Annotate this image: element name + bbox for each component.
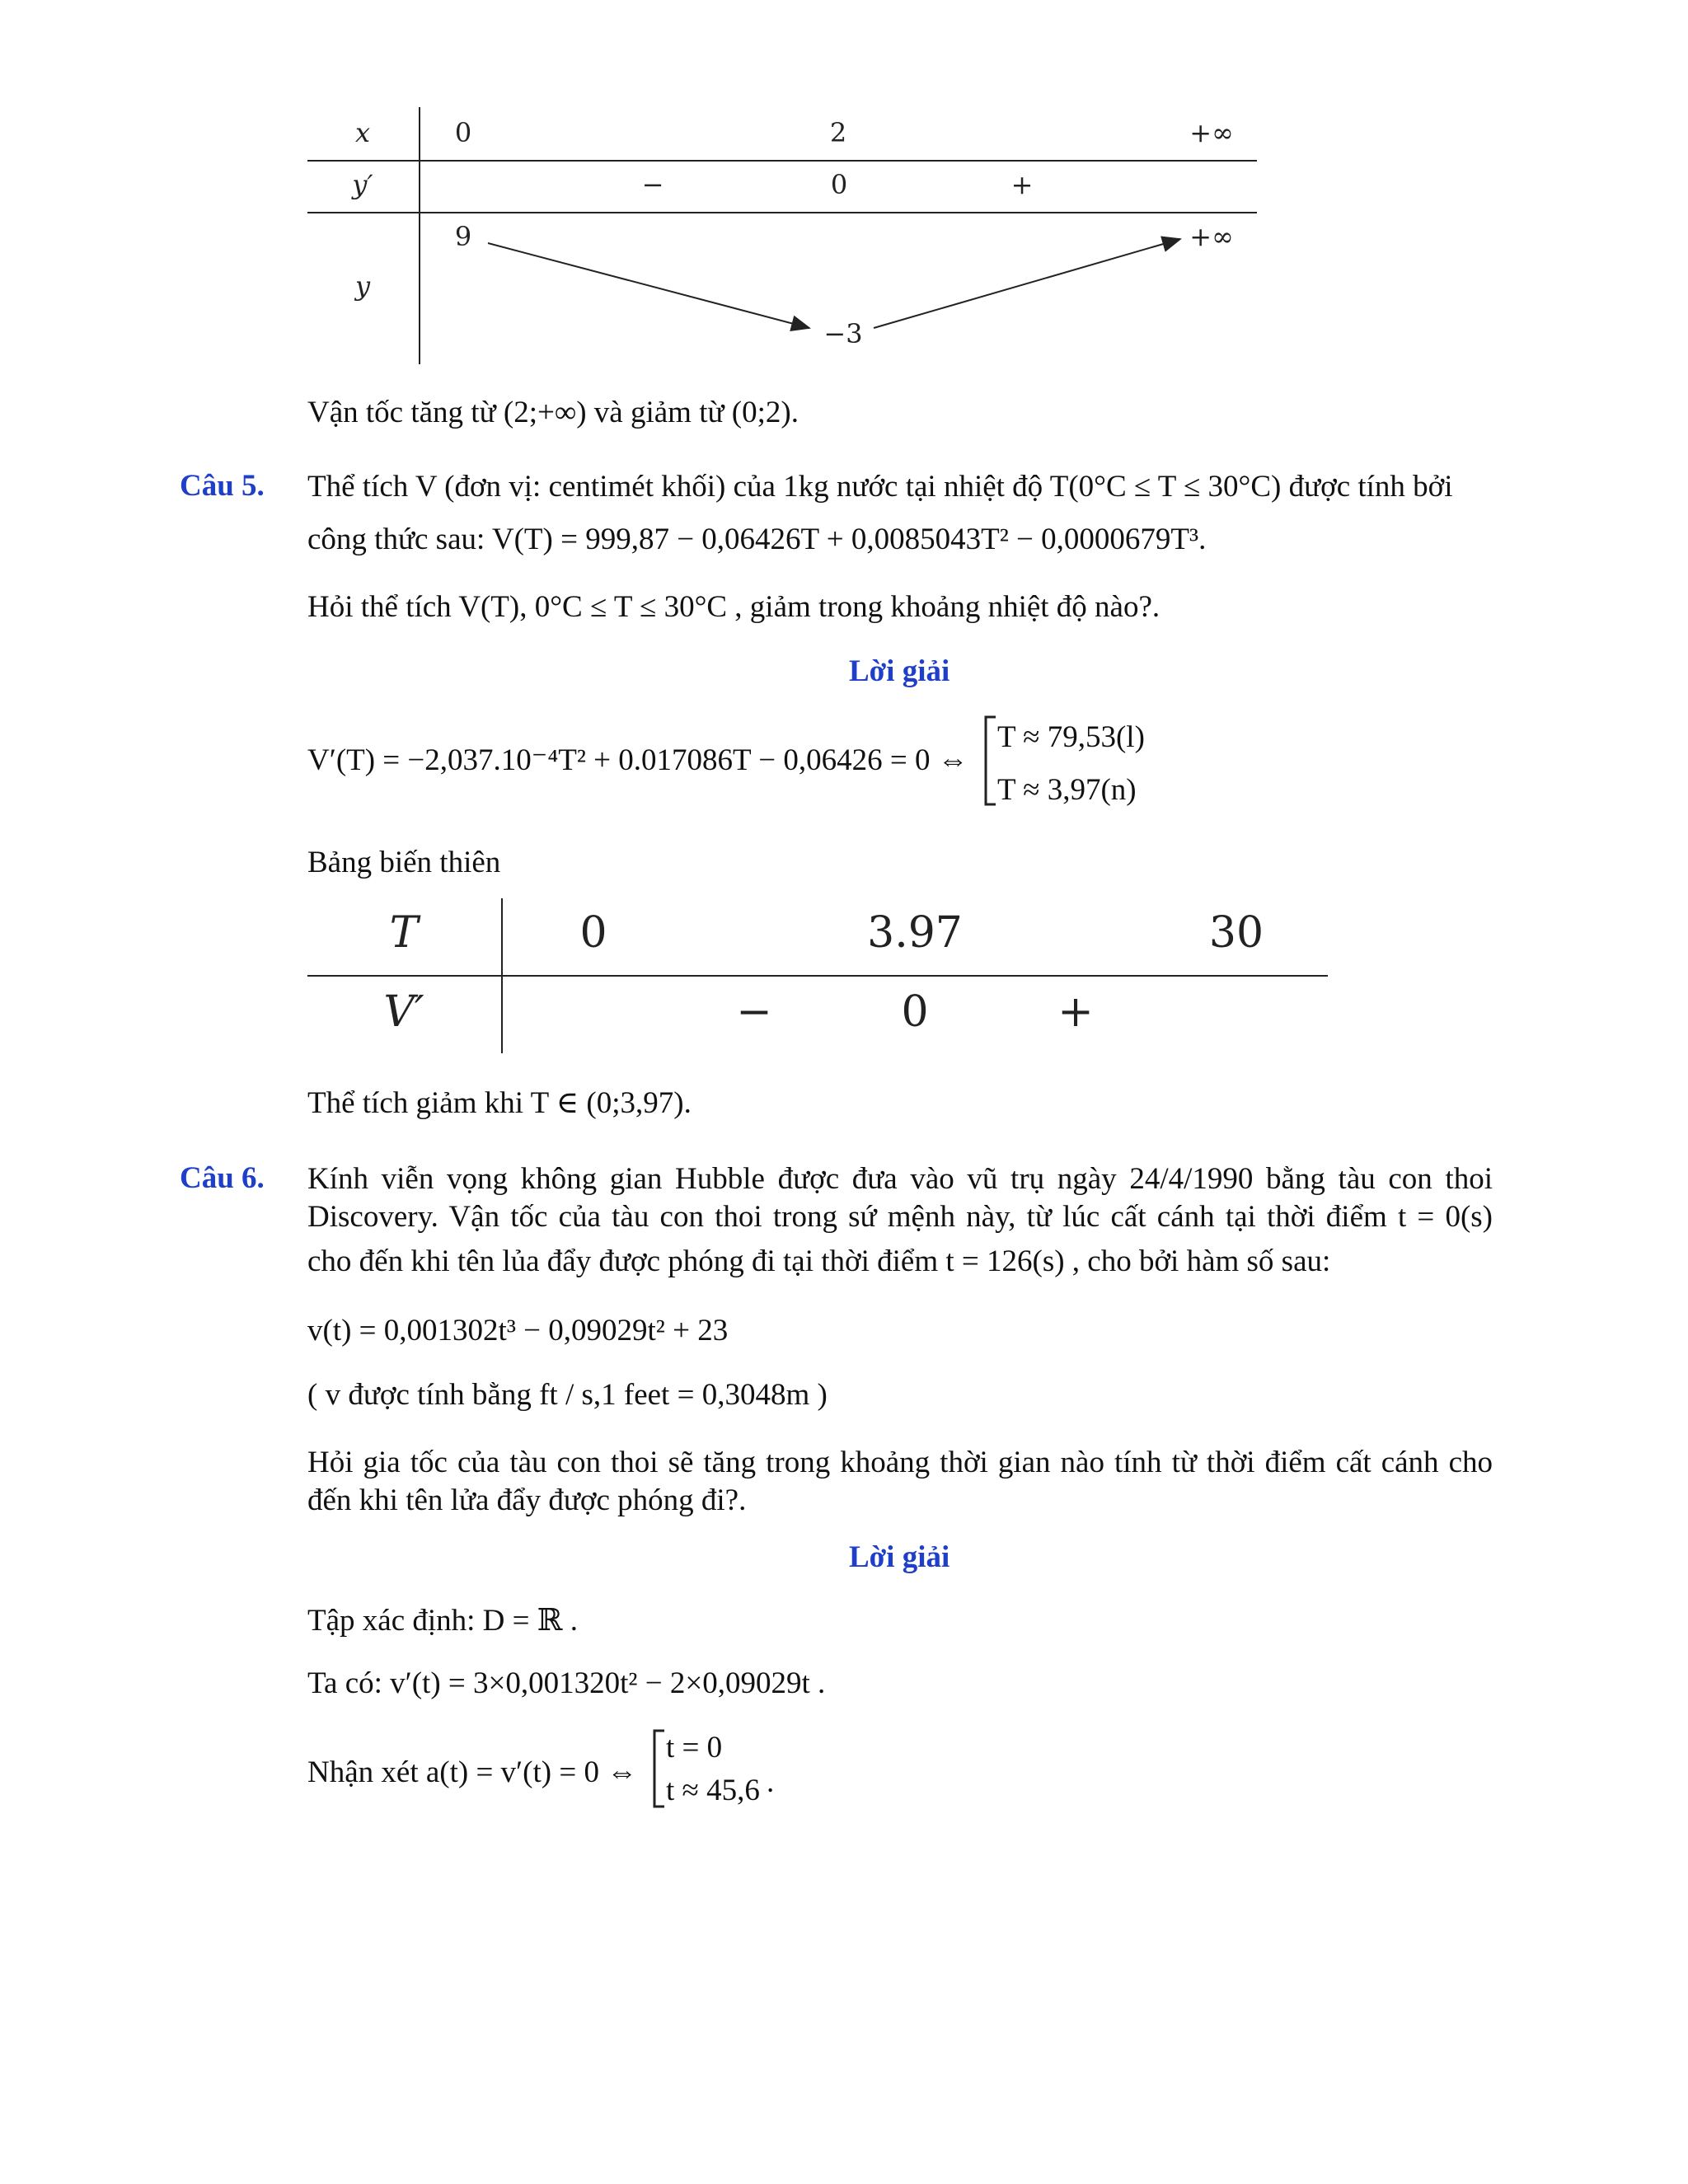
table2-vprime-zero: 0 <box>901 987 929 1037</box>
table1-x-2: 2 <box>829 117 847 148</box>
q6-line-2: Discovery. Vận tốc của tàu con thoi trong sứ mệnh này, từ lúc cất cánh tại thời điểm t = 0(s) <box>307 1200 1493 1234</box>
q6-formula: v(t) = 0,001302t³ − 0,09029t² + 23 <box>307 1314 729 1347</box>
q6-remark: Nhận xét a(t) = v′(t) = 0 ⇔ <box>307 1755 638 1789</box>
table2-vprime-minus: − <box>736 987 772 1037</box>
q6-root-2: t ≈ 45,6 <box>666 1774 760 1807</box>
q5-root-2: T ≈ 3,97(n) <box>997 773 1137 807</box>
q6-root-end: . <box>767 1765 775 1799</box>
table1-yprime-zero: 0 <box>830 169 848 200</box>
q5-conclusion: Thể tích giảm khi T ∈ (0;3,97). <box>307 1086 692 1120</box>
question-5-label: Câu 5. <box>180 469 265 503</box>
table2-t-397: 3.97 <box>867 908 963 958</box>
table2-label-t: T <box>389 908 419 958</box>
table2-vprime-plus: + <box>1057 987 1094 1037</box>
q6-line-1: Kính viễn vọng không gian Hubble được đưa vào vũ trụ ngày 24/4/1990 bằng tàu con thoi <box>307 1162 1493 1196</box>
table1-label-yprime: y′ <box>352 169 373 200</box>
q5-bracket <box>982 715 999 806</box>
q6-bracket <box>651 1729 668 1808</box>
q5-line-2: công thức sau: V(T) = 999,87 − 0,06426T + 0,0085043T² − 0,0000679T³. <box>307 523 1207 556</box>
table1-yprime-minus: − <box>641 169 664 200</box>
q6-question-line-1: Hỏi gia tốc của tàu con thoi sẽ tăng trong khoảng thời gian nào tính từ thời điểm cất cánh cho <box>307 1446 1493 1479</box>
question-6-label: Câu 6. <box>180 1161 265 1195</box>
table1-y-min: −3 <box>823 318 863 349</box>
table1-y-start: 9 <box>454 221 472 252</box>
table1-label-y: y <box>354 270 371 302</box>
table1-yprime-plus: + <box>1010 169 1034 200</box>
table1-label-x: x <box>354 117 371 148</box>
table1-y-end: +∞ <box>1189 221 1234 252</box>
table1-arrow-up <box>874 239 1180 328</box>
q5-derivative: V′(T) = −2,037.10⁻⁴T² + 0.017086T − 0,06426 = 0 ⇔ <box>307 743 968 777</box>
q6-unit-note: ( v được tính bằng ft / s,1 feet = 0,3048m ) <box>307 1378 828 1412</box>
q6-domain: Tập xác định: D = ℝ . <box>307 1604 579 1638</box>
q5-question: Hỏi thể tích V(T), 0°C ≤ T ≤ 30°C , giảm trong khoảng nhiệt độ nào?. <box>307 590 1160 624</box>
q6-root-1: t = 0 <box>666 1731 723 1765</box>
q6-question-line-2: đến khi tên lửa đẩy được phóng đi?. <box>307 1483 747 1517</box>
table2-rule <box>307 975 1328 977</box>
q6-derivative: Ta có: v′(t) = 3×0,001320t² − 2×0,09029t . <box>307 1666 826 1700</box>
table2-t-0: 0 <box>579 908 607 958</box>
q5-table-caption: Bảng biến thiên <box>307 846 501 879</box>
q6-solution-heading: Lời giải <box>849 1540 950 1574</box>
q6-line-3: cho đến khi tên lủa đẩy được phóng đi tại thời điểm t = 126(s) , cho bởi hàm số sau: <box>307 1244 1331 1278</box>
q5-line-1: Thể tích V (đơn vị: centimét khối) của 1kg nước tại nhiệt độ T(0°C ≤ T ≤ 30°C) được tính bởi <box>307 470 1453 504</box>
table1-arrow-down <box>488 243 809 328</box>
conclusion-1: Vận tốc tăng từ (2;+∞) và giảm từ (0;2). <box>307 396 799 429</box>
q5-root-1: T ≈ 79,53(l) <box>997 720 1145 754</box>
table1-x-0: 0 <box>454 117 472 148</box>
table1-x-inf: +∞ <box>1189 117 1234 148</box>
table2-label-vprime: V′ <box>383 987 424 1037</box>
table2-t-30: 30 <box>1208 908 1264 958</box>
q5-solution-heading: Lời giải <box>849 654 950 688</box>
